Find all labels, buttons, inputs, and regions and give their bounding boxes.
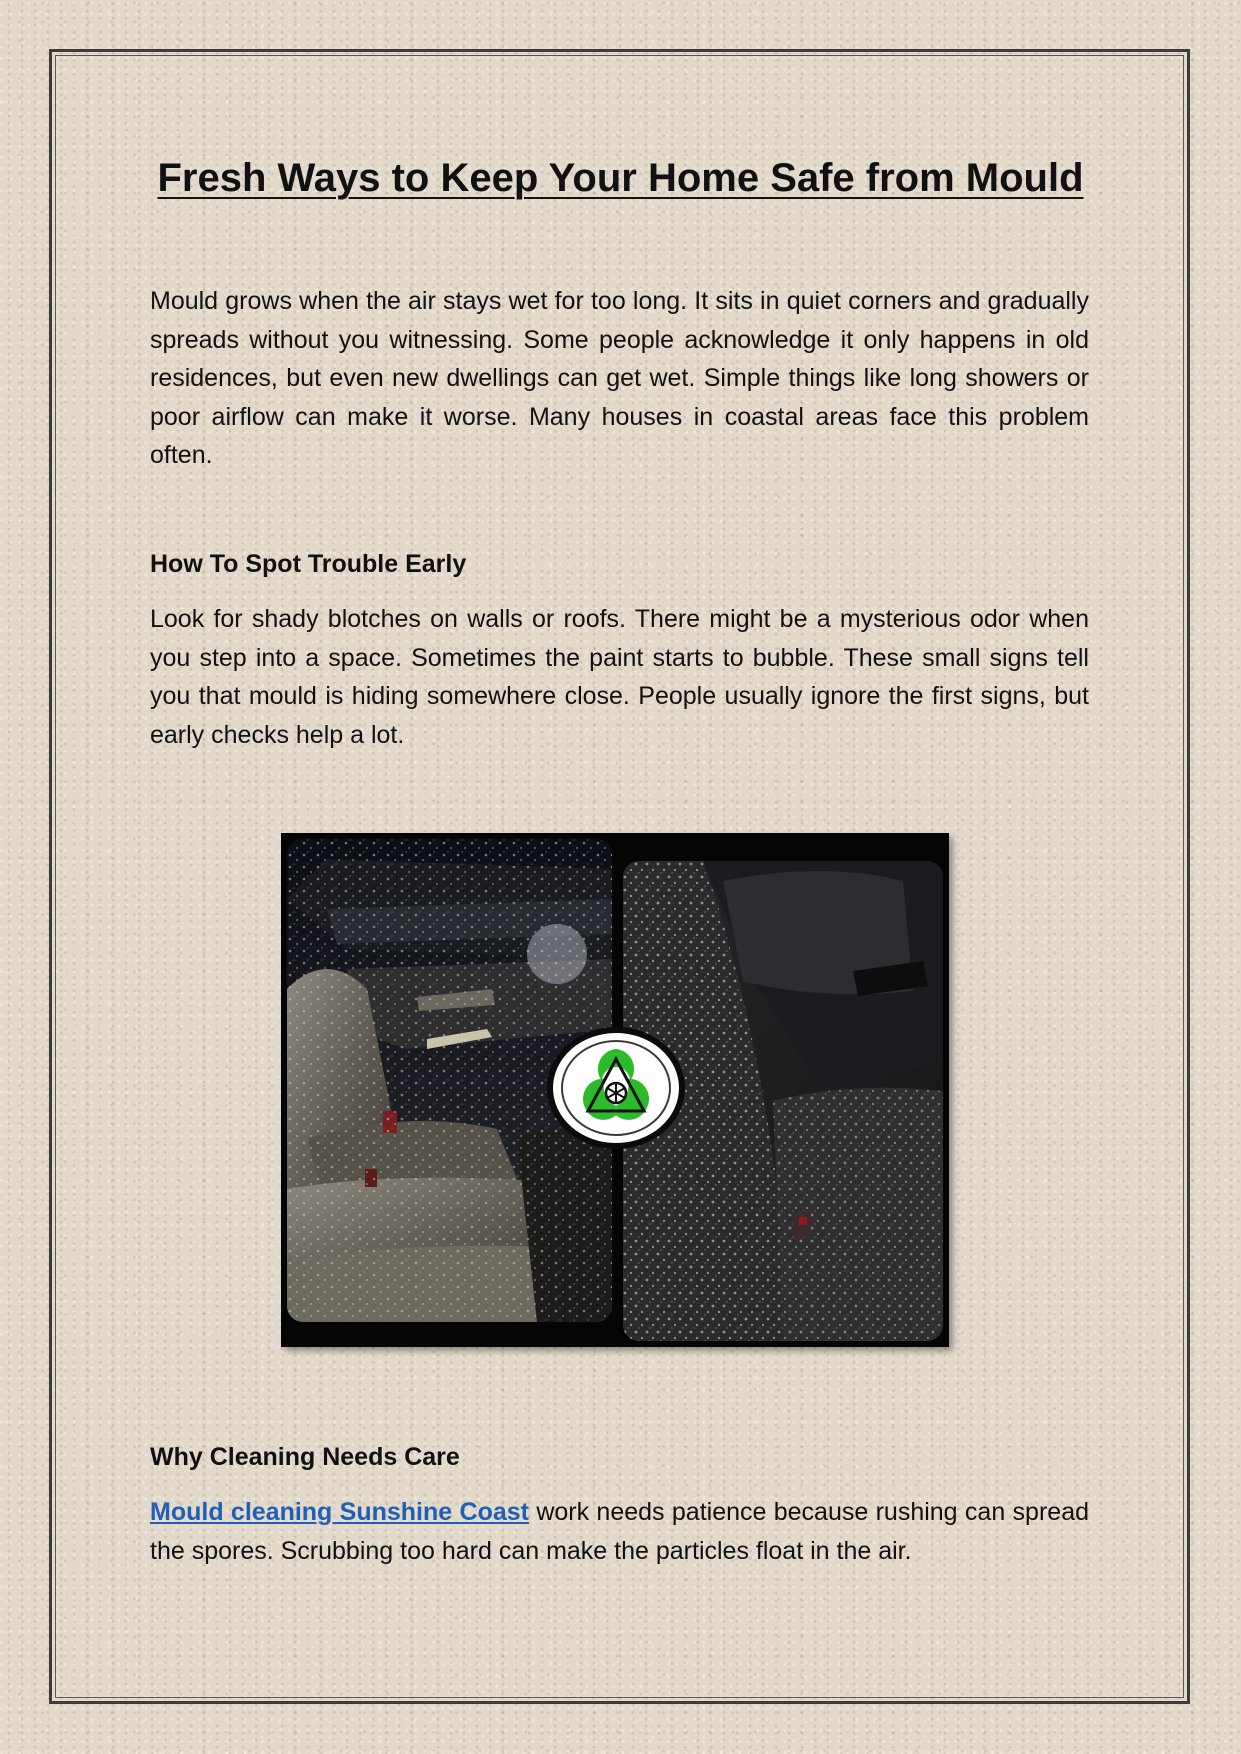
intro-paragraph: Mould grows when the air stays wet for too long. It sits in quiet corners and gradually spreads without you witnessing. Some people acknowledge it only happens in old residences, but even new dwellings can get wet. Simple things like long showers or poor airflow can make it worse. Many houses in coastal areas face this problem often. [150, 287, 1089, 469]
document-title: Fresh Ways to Keep Your Home Safe from Mould [157, 156, 1084, 200]
cleaning-care-text: work needs patience because rushing can spread the spores. Scrubbing too hard can make the particles float in the air. [150, 1498, 1089, 1565]
mould-cleaning-link[interactable]: Mould cleaning Sunshine Coast [150, 1498, 529, 1526]
mould-car-figure [281, 833, 949, 1347]
section-heading-spot-trouble: How To Spot Trouble Early [150, 550, 467, 578]
section-body-spot-trouble: Look for shady blotches on walls or roofs. There might be a mysterious odor when you step into a space. Sometimes the paint starts to bubble. These small signs tell you that mould is hiding somewhere close. People usually ignore the first signs, but early checks help a lot. [150, 605, 1089, 749]
biohazard-icon [546, 1027, 686, 1149]
biohazard-badge [546, 1027, 686, 1149]
section-heading-cleaning-care: Why Cleaning Needs Care [150, 1443, 460, 1471]
section-body-cleaning-care [150, 1493, 1089, 1570]
